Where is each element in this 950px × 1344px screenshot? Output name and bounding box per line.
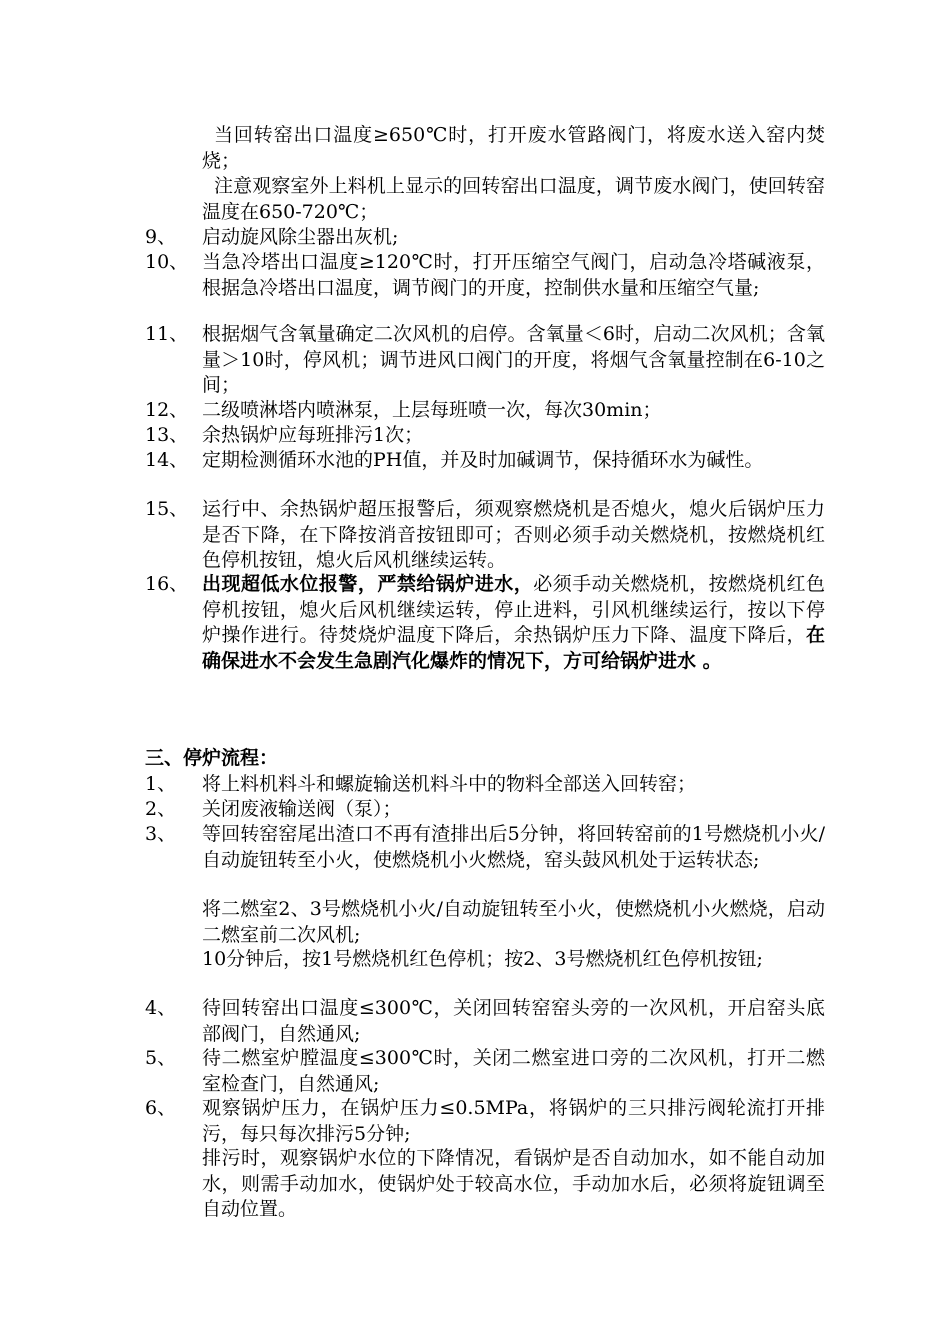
intro-paragraph-1: [145, 123, 825, 174]
list-item-10: [145, 250, 825, 301]
item-number: 14、: [145, 449, 189, 471]
item-text: 将上料机料斗和螺旋输送机料斗中的物料全部送入回转窑；: [202, 773, 697, 795]
procedure-text: 必须手动关燃烧机，按燃烧机红色停机按钮，熄火后风机继续运转，停止进料，引风机继续运行，按以下停炉操作进行。待焚烧炉温度下降后，余热锅炉压力下降、温度下降后，: [202, 573, 825, 646]
item-text: 余热锅炉应每班排污1次；: [202, 424, 424, 446]
item-text: 观察锅炉压力，在锅炉压力≤0.5MPa，将锅炉的三只排污阀轮流打开排污，每只每次排污5分钟;: [202, 1097, 825, 1145]
item-number: 15、: [145, 498, 189, 520]
list-item-13: [145, 423, 825, 449]
shutdown-item-4: [145, 996, 825, 1047]
item-text: 当急冷塔出口温度≥120℃时，打开压缩空气阀门，启动急冷塔碱液泵，根据急冷塔出口温度，调节阀门的开度，控制供水量和压缩空气量;: [202, 251, 825, 299]
item-text: 待二燃室炉膛温度≤300℃时，关闭二燃室进口旁的二次风机，打开二燃室检查门，自然通风;: [202, 1047, 825, 1095]
item-text: 关闭废液输送阀（泵）；: [202, 798, 402, 820]
item-number: 10、: [145, 251, 189, 273]
warning-text-bold: 出现超低水位报警，严禁给锅炉进水，: [202, 573, 534, 595]
item-number: 5、: [145, 1047, 177, 1069]
item-text: 二级喷淋塔内喷淋泵，上层每班喷一次，每次30min；: [202, 399, 662, 421]
intro-text-1: 当回转窑出口温度≥650℃时，打开废水管路阀门，将废水送入窑内焚烧；: [202, 124, 825, 172]
item-number: 1、: [145, 773, 177, 795]
item-text: 等回转窑窑尾出渣口不再有渣排出后5分钟，将回转窑前的1号燃烧机小火/自动旋钮转至小火，使燃烧机小火燃烧，窑头鼓风机处于运转状态;: [202, 823, 825, 871]
list-item-9: [145, 225, 825, 251]
item-number: 9、: [145, 226, 177, 248]
item-number: 11、: [145, 323, 189, 345]
list-item-11: [145, 322, 825, 399]
shutdown-item-6: [145, 1096, 825, 1147]
item-text: 排污时，观察锅炉水位的下降情况，看锅炉是否自动加水，如不能自动加水，则需手动加水，使锅炉处于较高水位，手动加水后，必须将旋钮调至自动位置。: [202, 1147, 825, 1220]
shutdown-item-3-cont-1: [145, 897, 825, 948]
section-heading: 三、停炉流程：: [145, 747, 279, 769]
item-text: 启动旋风除尘器出灰机;: [202, 226, 399, 248]
item-text: 待回转窑出口温度≤300℃，关闭回转窑窑头旁的一次风机，开启窑头底部阀门，自然通风;: [202, 997, 825, 1045]
list-item-16: [145, 572, 825, 674]
shutdown-item-3-cont-2: [145, 947, 825, 973]
item-text: 定期检测循环水池的PH值，并及时加碱调节，保持循环水为碱性。: [202, 449, 764, 471]
list-item-12: [145, 398, 825, 424]
list-item-15: [145, 497, 825, 574]
shutdown-item-2: [145, 797, 825, 823]
item-text: 运行中、余热锅炉超压报警后，须观察燃烧机是否熄火，熄火后锅炉压力是否下降，在下降按消音按钮即可；否则必须手动关燃烧机，按燃烧机红色停机按钮，熄火后风机继续运转。: [202, 498, 825, 571]
item-number: 16、: [145, 573, 189, 595]
item-text: 10分钟后，按1号燃烧机红色停机；按2、3号燃烧机红色停机按钮;: [202, 948, 763, 970]
item-number: 4、: [145, 997, 177, 1019]
item-text: 根据烟气含氧量确定二次风机的启停。含氧量＜6时，启动二次风机；含氧量＞10时，停风机；调节进风口阀门的开度，将烟气含氧量控制在6-10之间；: [202, 323, 825, 396]
item-number: 12、: [145, 399, 189, 421]
shutdown-item-6-cont: [145, 1146, 825, 1223]
shutdown-item-3: [145, 822, 825, 873]
list-item-14: [145, 448, 825, 474]
intro-text-2: 注意观察室外上料机上显示的回转窑出口温度，调节废水阀门，使回转窑温度在650-720℃；: [202, 175, 825, 223]
shutdown-item-1: [145, 772, 825, 798]
item-number: 2、: [145, 798, 177, 820]
item-text: [202, 572, 825, 674]
shutdown-item-5: [145, 1046, 825, 1097]
intro-paragraph-2: [145, 174, 825, 225]
item-text: 将二燃室2、3号燃烧机小火/自动旋钮转至小火，使燃烧机小火燃烧，启动二燃室前二次风机;: [202, 898, 825, 946]
item-number: 6、: [145, 1097, 177, 1119]
warning-text-bold-2: 在确保进水不会发生急剧汽化爆炸的情况下，方可给锅炉进水 。: [202, 624, 825, 672]
item-number: 13、: [145, 424, 189, 446]
item-number: 3、: [145, 823, 177, 845]
